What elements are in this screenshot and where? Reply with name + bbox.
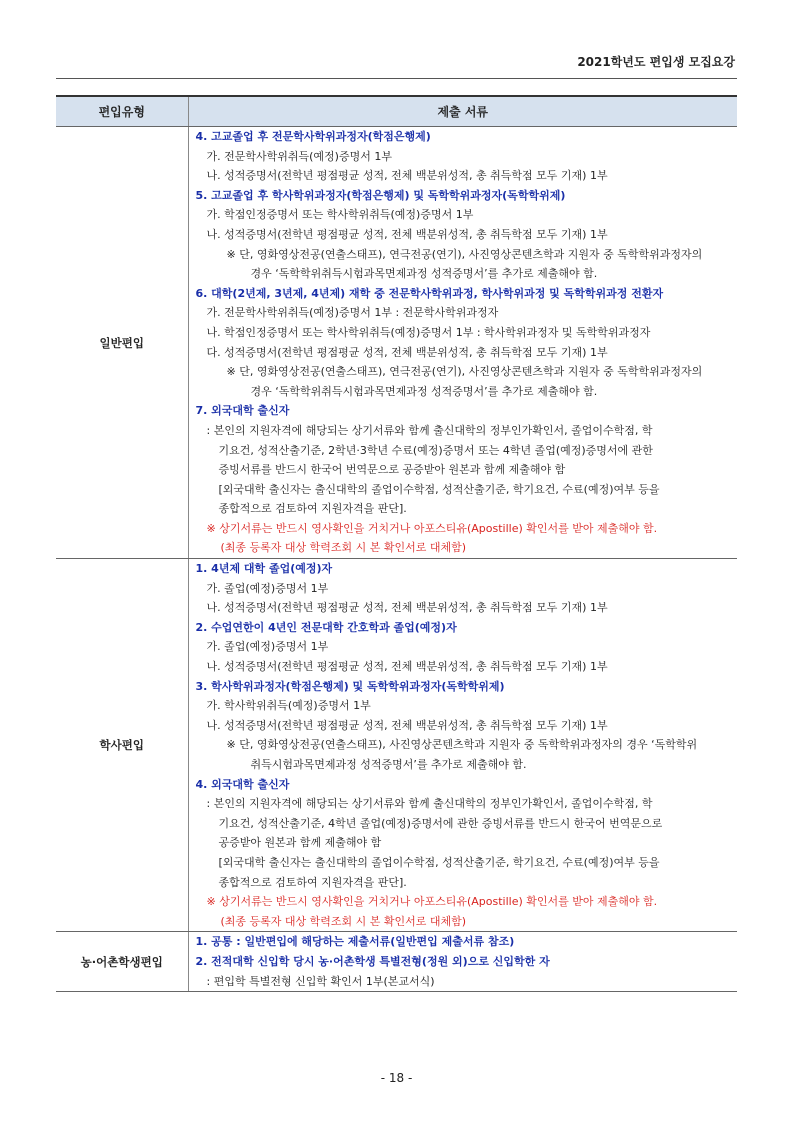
document-line: (최종 등록자 대상 학력조회 시 본 확인서로 대체함)	[220, 914, 467, 928]
document-line: 나. 성적증명서(전학년 평점평균 성적, 전체 백분위성적, 총 취득학점 모두 기재) 1부	[206, 169, 608, 183]
section-heading: 5. 고교졸업 후 학사학위과정자(학점은행제) 및 독학학위과정자(독학학위제)	[195, 188, 566, 202]
document-line: 나. 성적증명서(전학년 평점평균 성적, 전체 백분위성적, 총 취득학점 모두 기재) 1부	[206, 718, 608, 732]
document-line: ※ 상기서류는 반드시 영사확인을 거치거나 아포스티유(Apostille) 확인서를 받아 제출해야 함.	[206, 895, 658, 909]
document-line: [외국대학 출신자는 출신대학의 졸업이수학점, 성적산출기준, 학기요건, 수료(예정)여부 등을	[218, 482, 660, 496]
document-line: ※ 상기서류는 반드시 영사확인을 거치거나 아포스티유(Apostille) 확인서를 받아 제출해야 함.	[206, 521, 658, 535]
document-line: 기요건, 성적산출기준, 4학년 졸업(예정)증명서에 관한 증빙서류를 반드시 한국어 번역문으로	[218, 816, 663, 830]
document-line: 종합적으로 검토하여 지원자격을 판단].	[218, 875, 407, 889]
document-line: : 편입학 특별전형 신입학 확인서 1부(본교서식)	[206, 974, 435, 988]
admission-type-cell: 학사편입	[56, 559, 188, 932]
required-documents-cell	[188, 932, 737, 992]
table-row	[56, 127, 737, 559]
section-heading: 4. 외국대학 출신자	[195, 777, 290, 791]
document-line: 가. 학점인정증명서 또는 학사학위취득(예정)증명서 1부	[206, 208, 474, 222]
document-line: 공증받아 원본과 함께 제출해야 함	[218, 836, 382, 850]
section-heading: 7. 외국대학 출신자	[195, 404, 290, 418]
document-line: 증빙서류를 반드시 한국어 번역문으로 공증받아 원본과 함께 제출해야 함	[218, 463, 566, 477]
document-line: ※ 단, 영화영상전공(연출스태프), 사진영상콘텐츠학과 지원자 중 독학학위과정자의 경우 ‘독학학위	[226, 738, 698, 752]
section-heading: 3. 학사학위과정자(학점은행제) 및 독학학위과정자(독학학위제)	[195, 679, 505, 693]
column-header-type: 편입유형	[56, 96, 188, 127]
table-header-row	[56, 96, 737, 127]
document-line: 가. 전문학사학위취득(예정)증명서 1부 : 전문학사학위과정자	[206, 306, 499, 320]
document-line: 가. 전문학사학위취득(예정)증명서 1부	[206, 149, 392, 163]
page-number: - 18 -	[380, 1071, 413, 1085]
document-line: 취득시험과목면제과정 성적증명서’를 추가로 제출해야 함.	[250, 758, 527, 771]
document-line: 경우 ‘독학학위취득시험과목면제과정 성적증명서’를 추가로 제출해야 함.	[250, 384, 598, 398]
section-heading: 1. 공통 : 일반편입에 해당하는 제출서류(일반편입 제출서류 참조)	[195, 935, 515, 949]
required-documents-cell	[188, 127, 737, 559]
document-line: 경우 ‘독학학위취득시험과목면제과정 성적증명서’를 추가로 제출해야 함.	[250, 267, 598, 281]
document-line: 가. 졸업(예정)증명서 1부	[206, 640, 329, 654]
document-header-title: 2021학년도 편입생 모집요강	[577, 55, 735, 69]
document-line: 가. 학사학위취득(예정)증명서 1부	[206, 699, 371, 713]
document-line: 나. 학점인정증명서 또는 학사학위취득(예정)증명서 1부 : 학사학위과정자 및 독학학위과정자	[206, 325, 651, 339]
section-heading: 6. 대학(2년제, 3년제, 4년제) 재학 중 전문학사학위과정, 학사학위과정 및 독학학위과정 전환자	[195, 286, 664, 300]
table-row	[56, 932, 737, 992]
document-line: 종합적으로 검토하여 지원자격을 판단].	[218, 502, 407, 516]
document-line: ※ 단, 영화영상전공(연출스태프), 연극전공(연기), 사진영상콘텐츠학과 지원자 중 독학학위과정자의	[226, 247, 703, 261]
document-line: : 본인의 지원자격에 해당되는 상기서류와 함께 출신대학의 정부인가확인서, 졸업이수학점, 학	[206, 423, 653, 437]
section-heading: 2. 전적대학 신입학 당시 농·어촌학생 특별전형(정원 외)으로 신입학한 자	[195, 954, 550, 968]
document-line: [외국대학 출신자는 출신대학의 졸업이수학점, 성적산출기준, 학기요건, 수료(예정)여부 등을	[218, 855, 660, 869]
required-documents-cell	[188, 559, 737, 932]
admission-type-cell: 농·어촌학생편입	[56, 932, 188, 992]
document-line: 다. 성적증명서(전학년 평점평균 성적, 전체 백분위성적, 총 취득학점 모두 기재) 1부	[206, 345, 608, 359]
admission-type-cell: 일반편입	[56, 127, 188, 559]
section-heading: 1. 4년제 대학 졸업(예정)자	[195, 562, 333, 576]
document-line: (최종 등록자 대상 학력조회 시 본 확인서로 대체함)	[220, 541, 467, 555]
documents-table	[56, 95, 737, 992]
document-line: 나. 성적증명서(전학년 평점평균 성적, 전체 백분위성적, 총 취득학점 모두 기재) 1부	[206, 660, 608, 674]
document-line: 나. 성적증명서(전학년 평점평균 성적, 전체 백분위성적, 총 취득학점 모두 기재) 1부	[206, 601, 608, 615]
document-line: 가. 졸업(예정)증명서 1부	[206, 581, 329, 595]
document-line: 기요건, 성적산출기준, 2학년·3학년 수료(예정)증명서 또는 4학년 졸업(예정)증명서에 관한	[218, 443, 653, 457]
header-rule	[56, 78, 737, 79]
document-line: ※ 단, 영화영상전공(연출스태프), 연극전공(연기), 사진영상콘텐츠학과 지원자 중 독학학위과정자의	[226, 365, 703, 379]
document-line: 나. 성적증명서(전학년 평점평균 성적, 전체 백분위성적, 총 취득학점 모두 기재) 1부	[206, 227, 608, 241]
table-row	[56, 559, 737, 932]
document-line: : 본인의 지원자격에 해당되는 상기서류와 함께 출신대학의 정부인가확인서, 졸업이수학점, 학	[206, 797, 653, 811]
column-header-documents: 제출 서류	[188, 96, 737, 127]
section-heading: 4. 고교졸업 후 전문학사학위과정자(학점은행제)	[195, 130, 431, 143]
section-heading: 2. 수업연한이 4년인 전문대학 간호학과 졸업(예정)자	[195, 620, 457, 634]
